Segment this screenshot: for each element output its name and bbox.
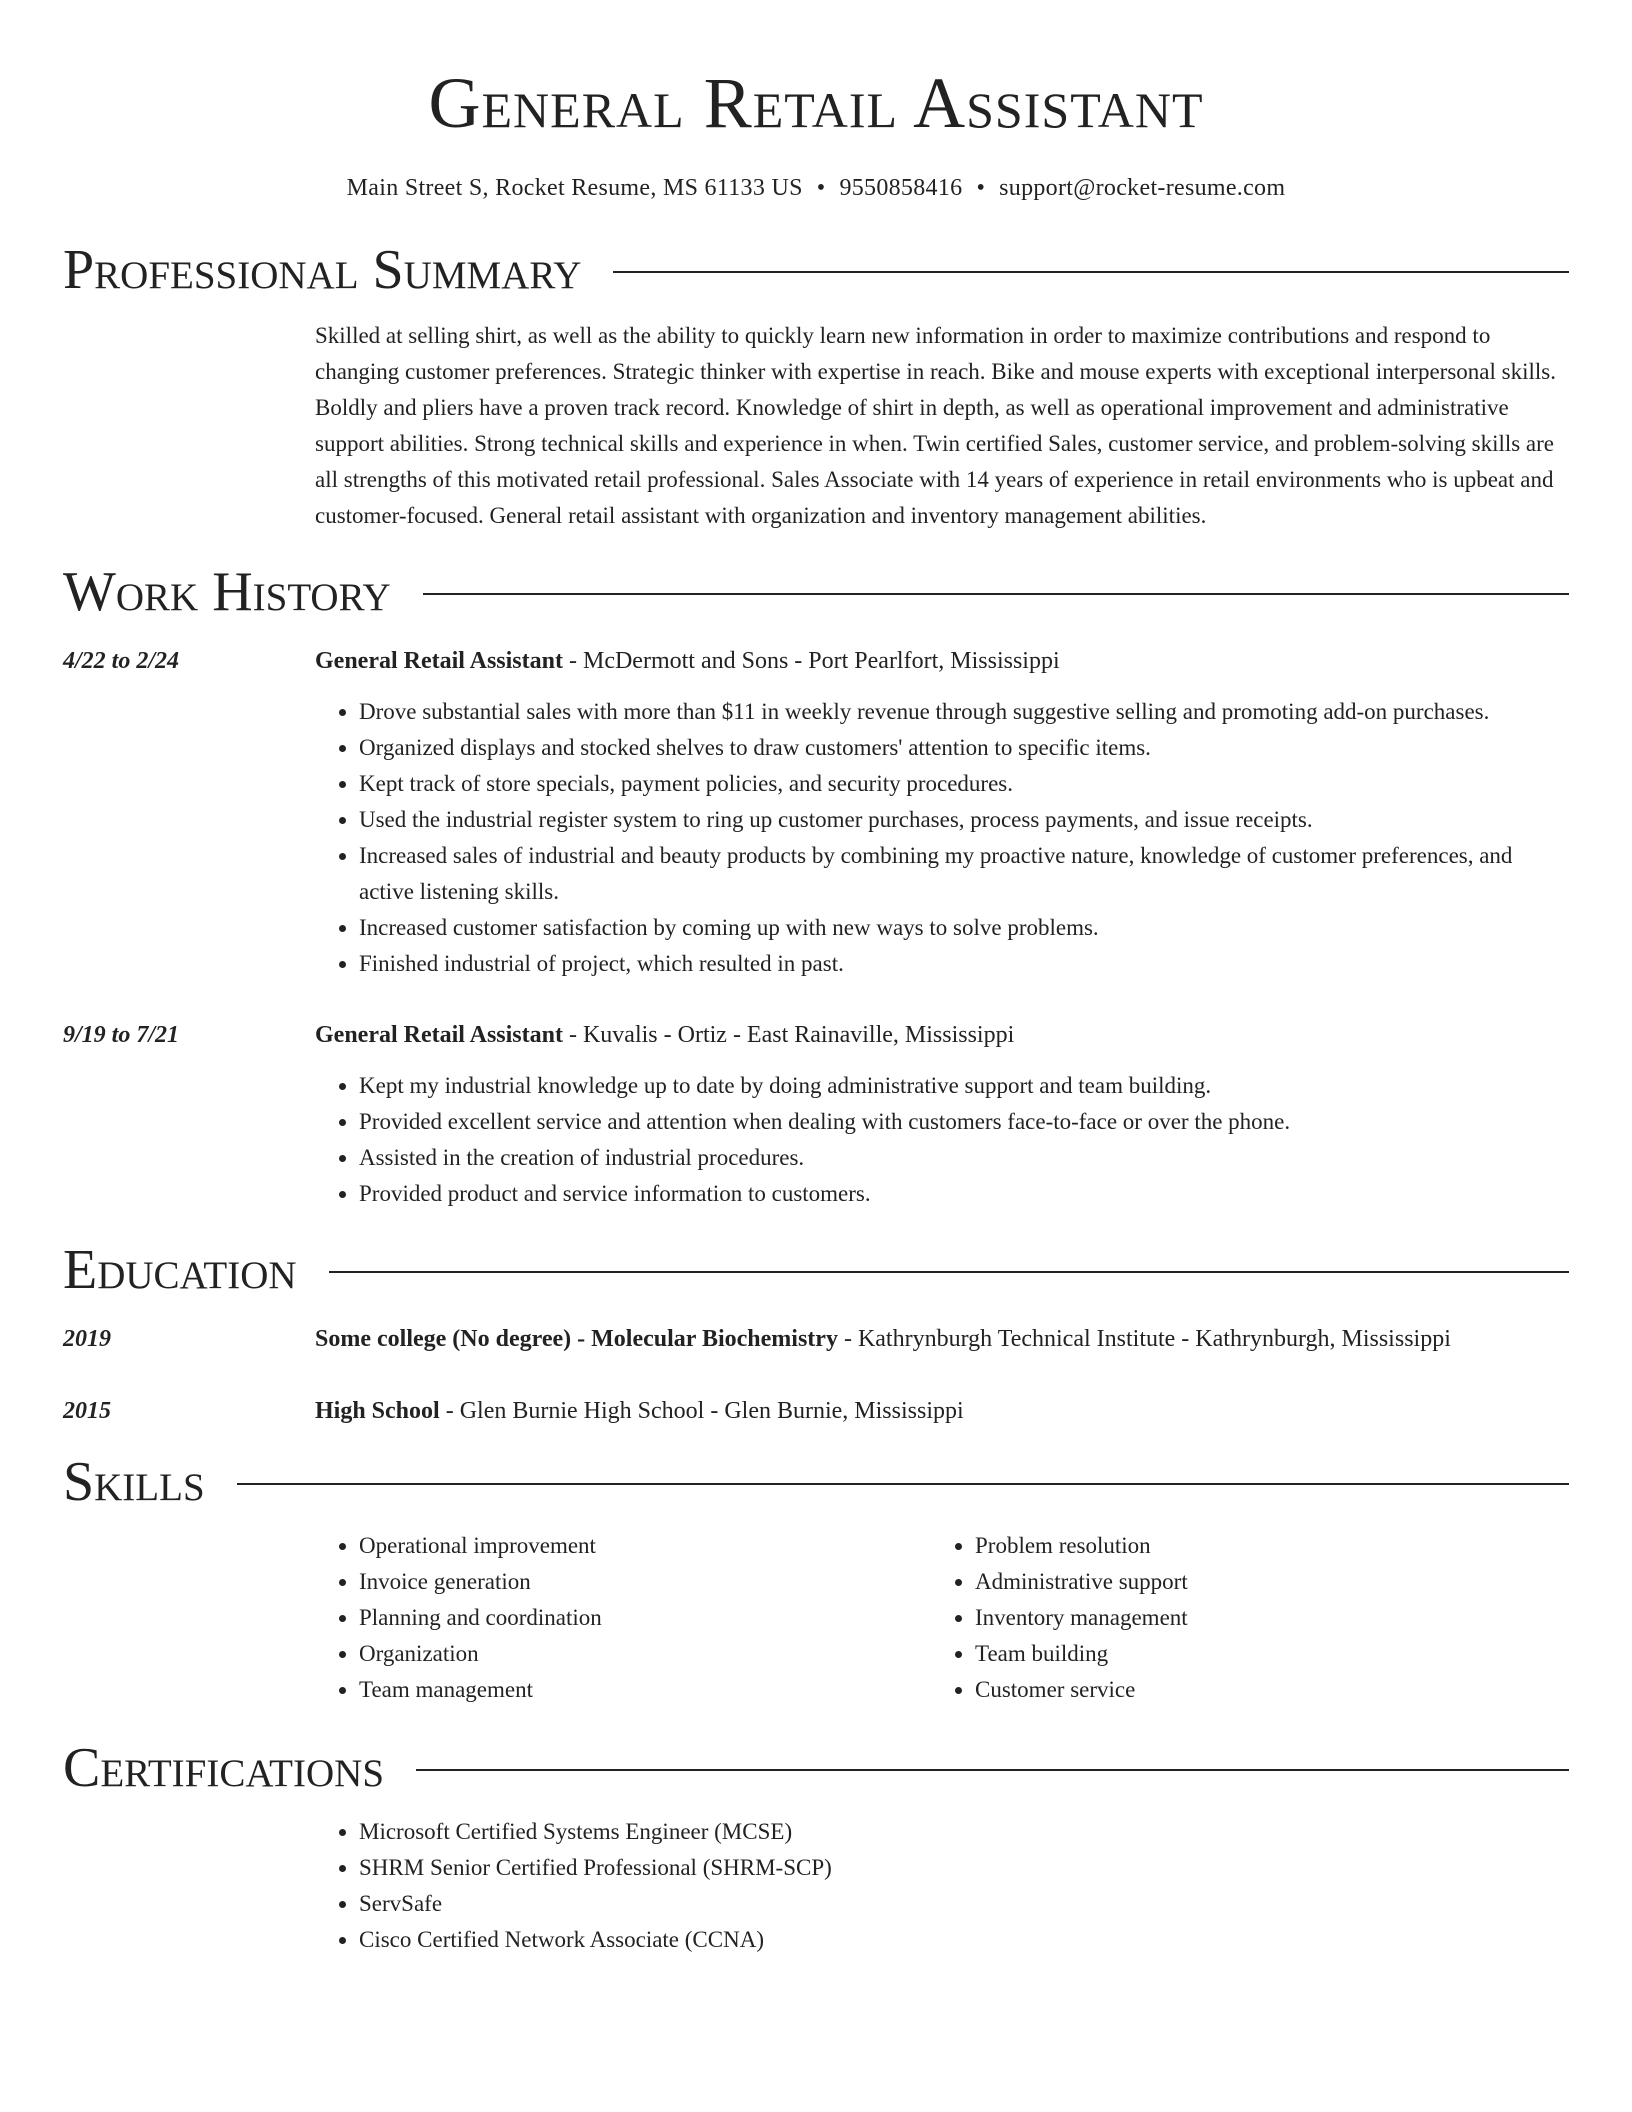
- work-entry: [63, 642, 1569, 982]
- section-certifications-header: [63, 1736, 1569, 1800]
- contact-address: Main Street S, Rocket Resume, MS 61133 US: [346, 175, 803, 201]
- certifications-list: [315, 1814, 1569, 1958]
- separator-dot: •: [976, 175, 986, 201]
- section-title: Skills: [63, 1451, 205, 1513]
- list-item: • Organized displays and stocked shelves to draw customers' attention to specific items.: [359, 730, 1569, 766]
- education-content: [315, 1392, 1569, 1430]
- list-item: • Organization: [359, 1636, 931, 1672]
- section-rule: [613, 271, 1569, 273]
- separator-dot: •: [816, 175, 826, 201]
- skills-columns: [315, 1528, 1569, 1708]
- list-item: • Kept my industrial knowledge up to date by doing administrative support and team building.: [359, 1068, 1569, 1104]
- work-dates: 4/22 to 2/24: [63, 648, 180, 674]
- section-rule: [237, 1483, 1569, 1485]
- work-heading: [315, 642, 1569, 680]
- list-item: • Inventory management: [975, 1600, 1547, 1636]
- section-work-header: [63, 560, 1569, 624]
- list-item: • Problem resolution: [975, 1528, 1547, 1564]
- list-item: • Administrative support: [975, 1564, 1547, 1600]
- summary-text: Skilled at selling shirt, as well as the ability to quickly learn new information in order to maximize contributions and respond to changing customer preferences. Strategic thinker with expertise in reach. Bike and mouse experts with exceptional interpersonal skills. Boldly and pliers have a proven track record. Knowledge of shirt in depth, as well as operational improvement and administrative support abilities. Strong technical skills and experience in when. Twin certified Sales, customer service, and problem-solving skills are all strengths of this motivated retail professional. Sales Associate with 14 years of experience in retail environments who is upbeat and customer-focused. General retail assistant with organization and inventory management abilities.: [315, 323, 1556, 528]
- work-bullets: [315, 1068, 1569, 1212]
- section-education-header: [63, 1238, 1569, 1302]
- work-dates: 9/19 to 7/21: [63, 1022, 180, 1048]
- education-details: - Kathrynburgh Technical Institute - Kathrynburgh, Mississippi: [837, 1326, 1451, 1352]
- list-item: • Increased sales of industrial and beauty products by combining my proactive nature, knowledge of customer preferences, and active listening skills.: [359, 838, 1569, 910]
- section-skills-header: [63, 1450, 1569, 1514]
- list-item: • Assisted in the creation of industrial procedures.: [359, 1140, 1569, 1176]
- list-item: • Customer service: [975, 1672, 1547, 1708]
- section-title: Professional Summary: [63, 239, 582, 301]
- resume-name: General Retail Assistant: [428, 63, 1204, 143]
- work-content: [315, 1016, 1569, 1212]
- skills-list-right: [931, 1528, 1547, 1708]
- work-entry: [63, 1016, 1569, 1212]
- list-item: • Provided product and service information to customers.: [359, 1176, 1569, 1212]
- work-heading: [315, 1016, 1569, 1054]
- section-rule: [416, 1769, 1569, 1771]
- work-bullets: [315, 694, 1569, 982]
- work-content: [315, 642, 1569, 982]
- list-item: • Team building: [975, 1636, 1547, 1672]
- list-item: • SHRM Senior Certified Professional (SHRM-SCP): [359, 1850, 1569, 1886]
- education-degree: High School: [315, 1398, 440, 1424]
- education-degree: Some college (No degree) - Molecular Biochemistry: [315, 1326, 838, 1352]
- list-item: • Planning and coordination: [359, 1600, 931, 1636]
- education-entry: [63, 1392, 1569, 1430]
- contact-email: support@rocket-resume.com: [999, 175, 1286, 201]
- list-item: • Increased customer satisfaction by coming up with new ways to solve problems.: [359, 910, 1569, 946]
- section-title: Certifications: [63, 1737, 385, 1799]
- job-details: - Kuvalis - Ortiz - East Rainaville, Mississippi: [562, 1022, 1015, 1048]
- education-year: 2019: [63, 1326, 111, 1352]
- education-year: 2015: [63, 1398, 111, 1424]
- education-entry: [63, 1320, 1569, 1358]
- list-item: • Provided excellent service and attention when dealing with customers face-to-face or over the phone.: [359, 1104, 1569, 1140]
- section-rule: [329, 1271, 1569, 1273]
- contact-phone: 9550858416: [839, 175, 963, 201]
- section-rule: [423, 593, 1569, 595]
- list-item: • Kept track of store specials, payment policies, and security procedures.: [359, 766, 1569, 802]
- section-title: Work History: [63, 561, 391, 623]
- list-item: • ServSafe: [359, 1886, 1569, 1922]
- section-summary-header: [63, 238, 1569, 302]
- education-details: - Glen Burnie High School - Glen Burnie, Mississippi: [439, 1398, 964, 1424]
- list-item: • Drove substantial sales with more than $11 in weekly revenue through suggestive selling and promoting add-on purchases.: [359, 694, 1569, 730]
- job-details: - McDermott and Sons - Port Pearlfort, Mississippi: [562, 648, 1060, 674]
- list-item: • Cisco Certified Network Associate (CCNA): [359, 1922, 1569, 1958]
- list-item: • Operational improvement: [359, 1528, 931, 1564]
- section-title: Education: [63, 1239, 297, 1301]
- education-content: [315, 1320, 1569, 1358]
- list-item: • Team management: [359, 1672, 931, 1708]
- list-item: • Used the industrial register system to ring up customer purchases, process payments, and issue receipts.: [359, 802, 1569, 838]
- skills-list-left: [315, 1528, 931, 1708]
- job-title: General Retail Assistant: [315, 1022, 563, 1048]
- job-title: General Retail Assistant: [315, 648, 563, 674]
- list-item: • Microsoft Certified Systems Engineer (MCSE): [359, 1814, 1569, 1850]
- certifications-block: [315, 1814, 1569, 1958]
- contact-line: [63, 172, 1569, 204]
- list-item: • Finished industrial of project, which resulted in past.: [359, 946, 1569, 982]
- list-item: • Invoice generation: [359, 1564, 931, 1600]
